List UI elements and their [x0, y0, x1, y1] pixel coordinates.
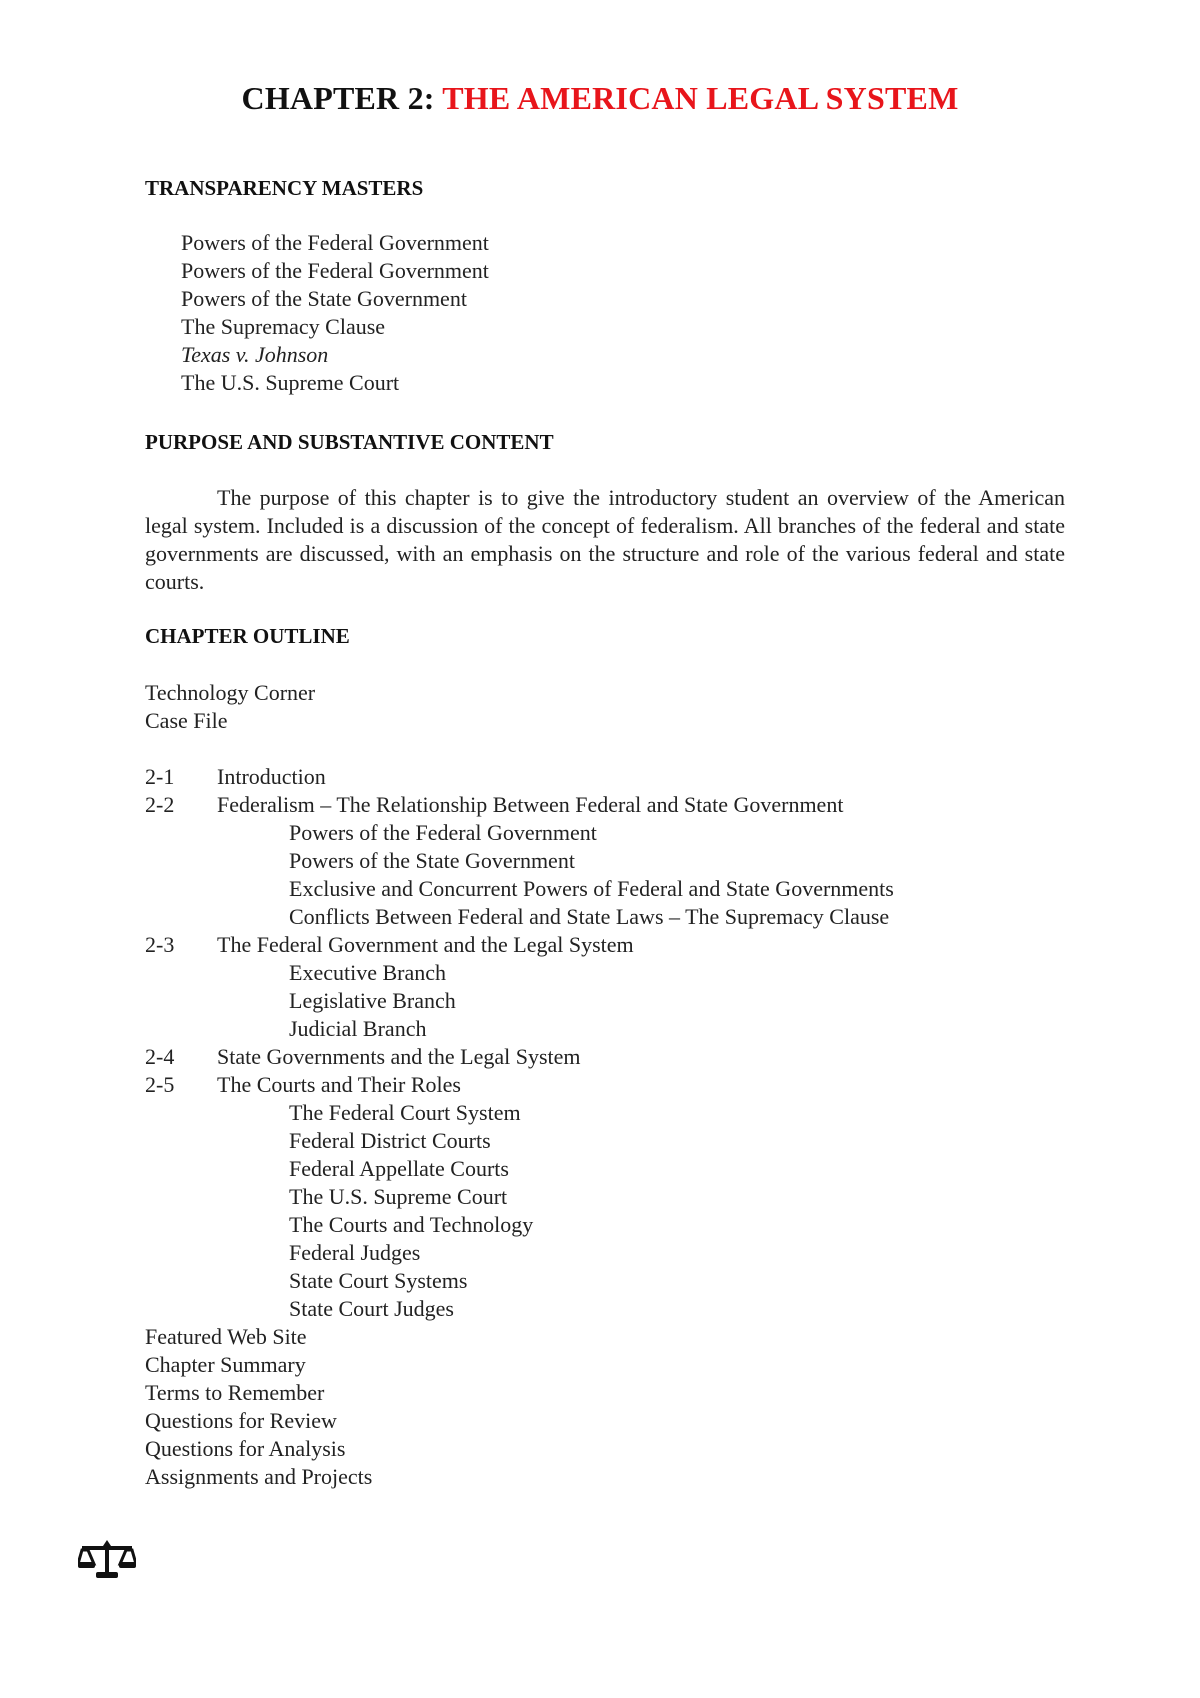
- section-title: Federalism – The Relationship Between Federal and State Government: [217, 792, 844, 817]
- subsection-item: Federal District Courts: [289, 1128, 491, 1153]
- subsection-item: Judicial Branch: [289, 1016, 427, 1041]
- outline-item: Chapter Summary: [145, 1352, 306, 1377]
- subsection-item: Executive Branch: [289, 960, 446, 985]
- outline-item: Featured Web Site: [145, 1324, 307, 1349]
- subsection-item: Federal Judges: [289, 1240, 421, 1265]
- purpose-text: The purpose of this chapter is to give the introductory student an overview of the American legal system. Included is a discussion of the concept of federalism. All branches of the federal and state governments are discussed, with an emphasis on the structure and role of the various federal and state courts.: [145, 485, 1065, 594]
- subsection-item: Conflicts Between Federal and State Laws – The Supremacy Clause: [289, 904, 890, 929]
- transparency-item: Powers of the Federal Government: [181, 230, 489, 255]
- subsection-item: Exclusive and Concurrent Powers of Federal and State Governments: [289, 876, 894, 901]
- subsection-item: Powers of the State Government: [289, 848, 575, 873]
- transparency-heading: TRANSPARENCY MASTERS: [145, 176, 424, 200]
- section-title: Introduction: [217, 764, 326, 789]
- transparency-item: Texas v. Johnson: [181, 342, 329, 367]
- subsection-item: The U.S. Supreme Court: [289, 1184, 508, 1209]
- section-number: 2-3: [145, 932, 175, 957]
- section-number: 2-1: [145, 764, 175, 789]
- outline-item: Questions for Review: [145, 1408, 337, 1433]
- chapter-name: THE AMERICAN LEGAL SYSTEM: [442, 80, 959, 116]
- chapter-title: [0, 80, 1200, 117]
- purpose-heading: PURPOSE AND SUBSTANTIVE CONTENT: [145, 430, 554, 454]
- outline-heading: CHAPTER OUTLINE: [145, 624, 350, 648]
- section-number: 2-2: [145, 792, 175, 817]
- transparency-item: Powers of the State Government: [181, 286, 467, 311]
- section-title: The Courts and Their Roles: [217, 1072, 461, 1097]
- subsection-item: Federal Appellate Courts: [289, 1156, 509, 1181]
- outline-item: Case File: [145, 708, 228, 733]
- section-number: 2-4: [145, 1044, 175, 1069]
- subsection-item: Legislative Branch: [289, 988, 456, 1013]
- section-title: State Governments and the Legal System: [217, 1044, 581, 1069]
- outline-item: Assignments and Projects: [145, 1464, 373, 1489]
- transparency-item: Powers of the Federal Government: [181, 258, 489, 283]
- transparency-item: The U.S. Supreme Court: [181, 370, 400, 395]
- outline-item: Questions for Analysis: [145, 1436, 346, 1461]
- subsection-item: The Federal Court System: [289, 1100, 521, 1125]
- purpose-paragraph: [145, 484, 1065, 596]
- scales-of-justice-icon: [78, 1540, 136, 1580]
- section-number: 2-5: [145, 1072, 175, 1097]
- outline-item: Technology Corner: [145, 680, 316, 705]
- transparency-item: The Supremacy Clause: [181, 314, 386, 339]
- subsection-item: State Court Systems: [289, 1268, 468, 1293]
- subsection-item: Powers of the Federal Government: [289, 820, 597, 845]
- subsection-item: State Court Judges: [289, 1296, 454, 1321]
- chapter-number: CHAPTER 2:: [241, 80, 443, 116]
- outline-item: Terms to Remember: [145, 1380, 325, 1405]
- section-title: The Federal Government and the Legal System: [217, 932, 634, 957]
- subsection-item: The Courts and Technology: [289, 1212, 534, 1237]
